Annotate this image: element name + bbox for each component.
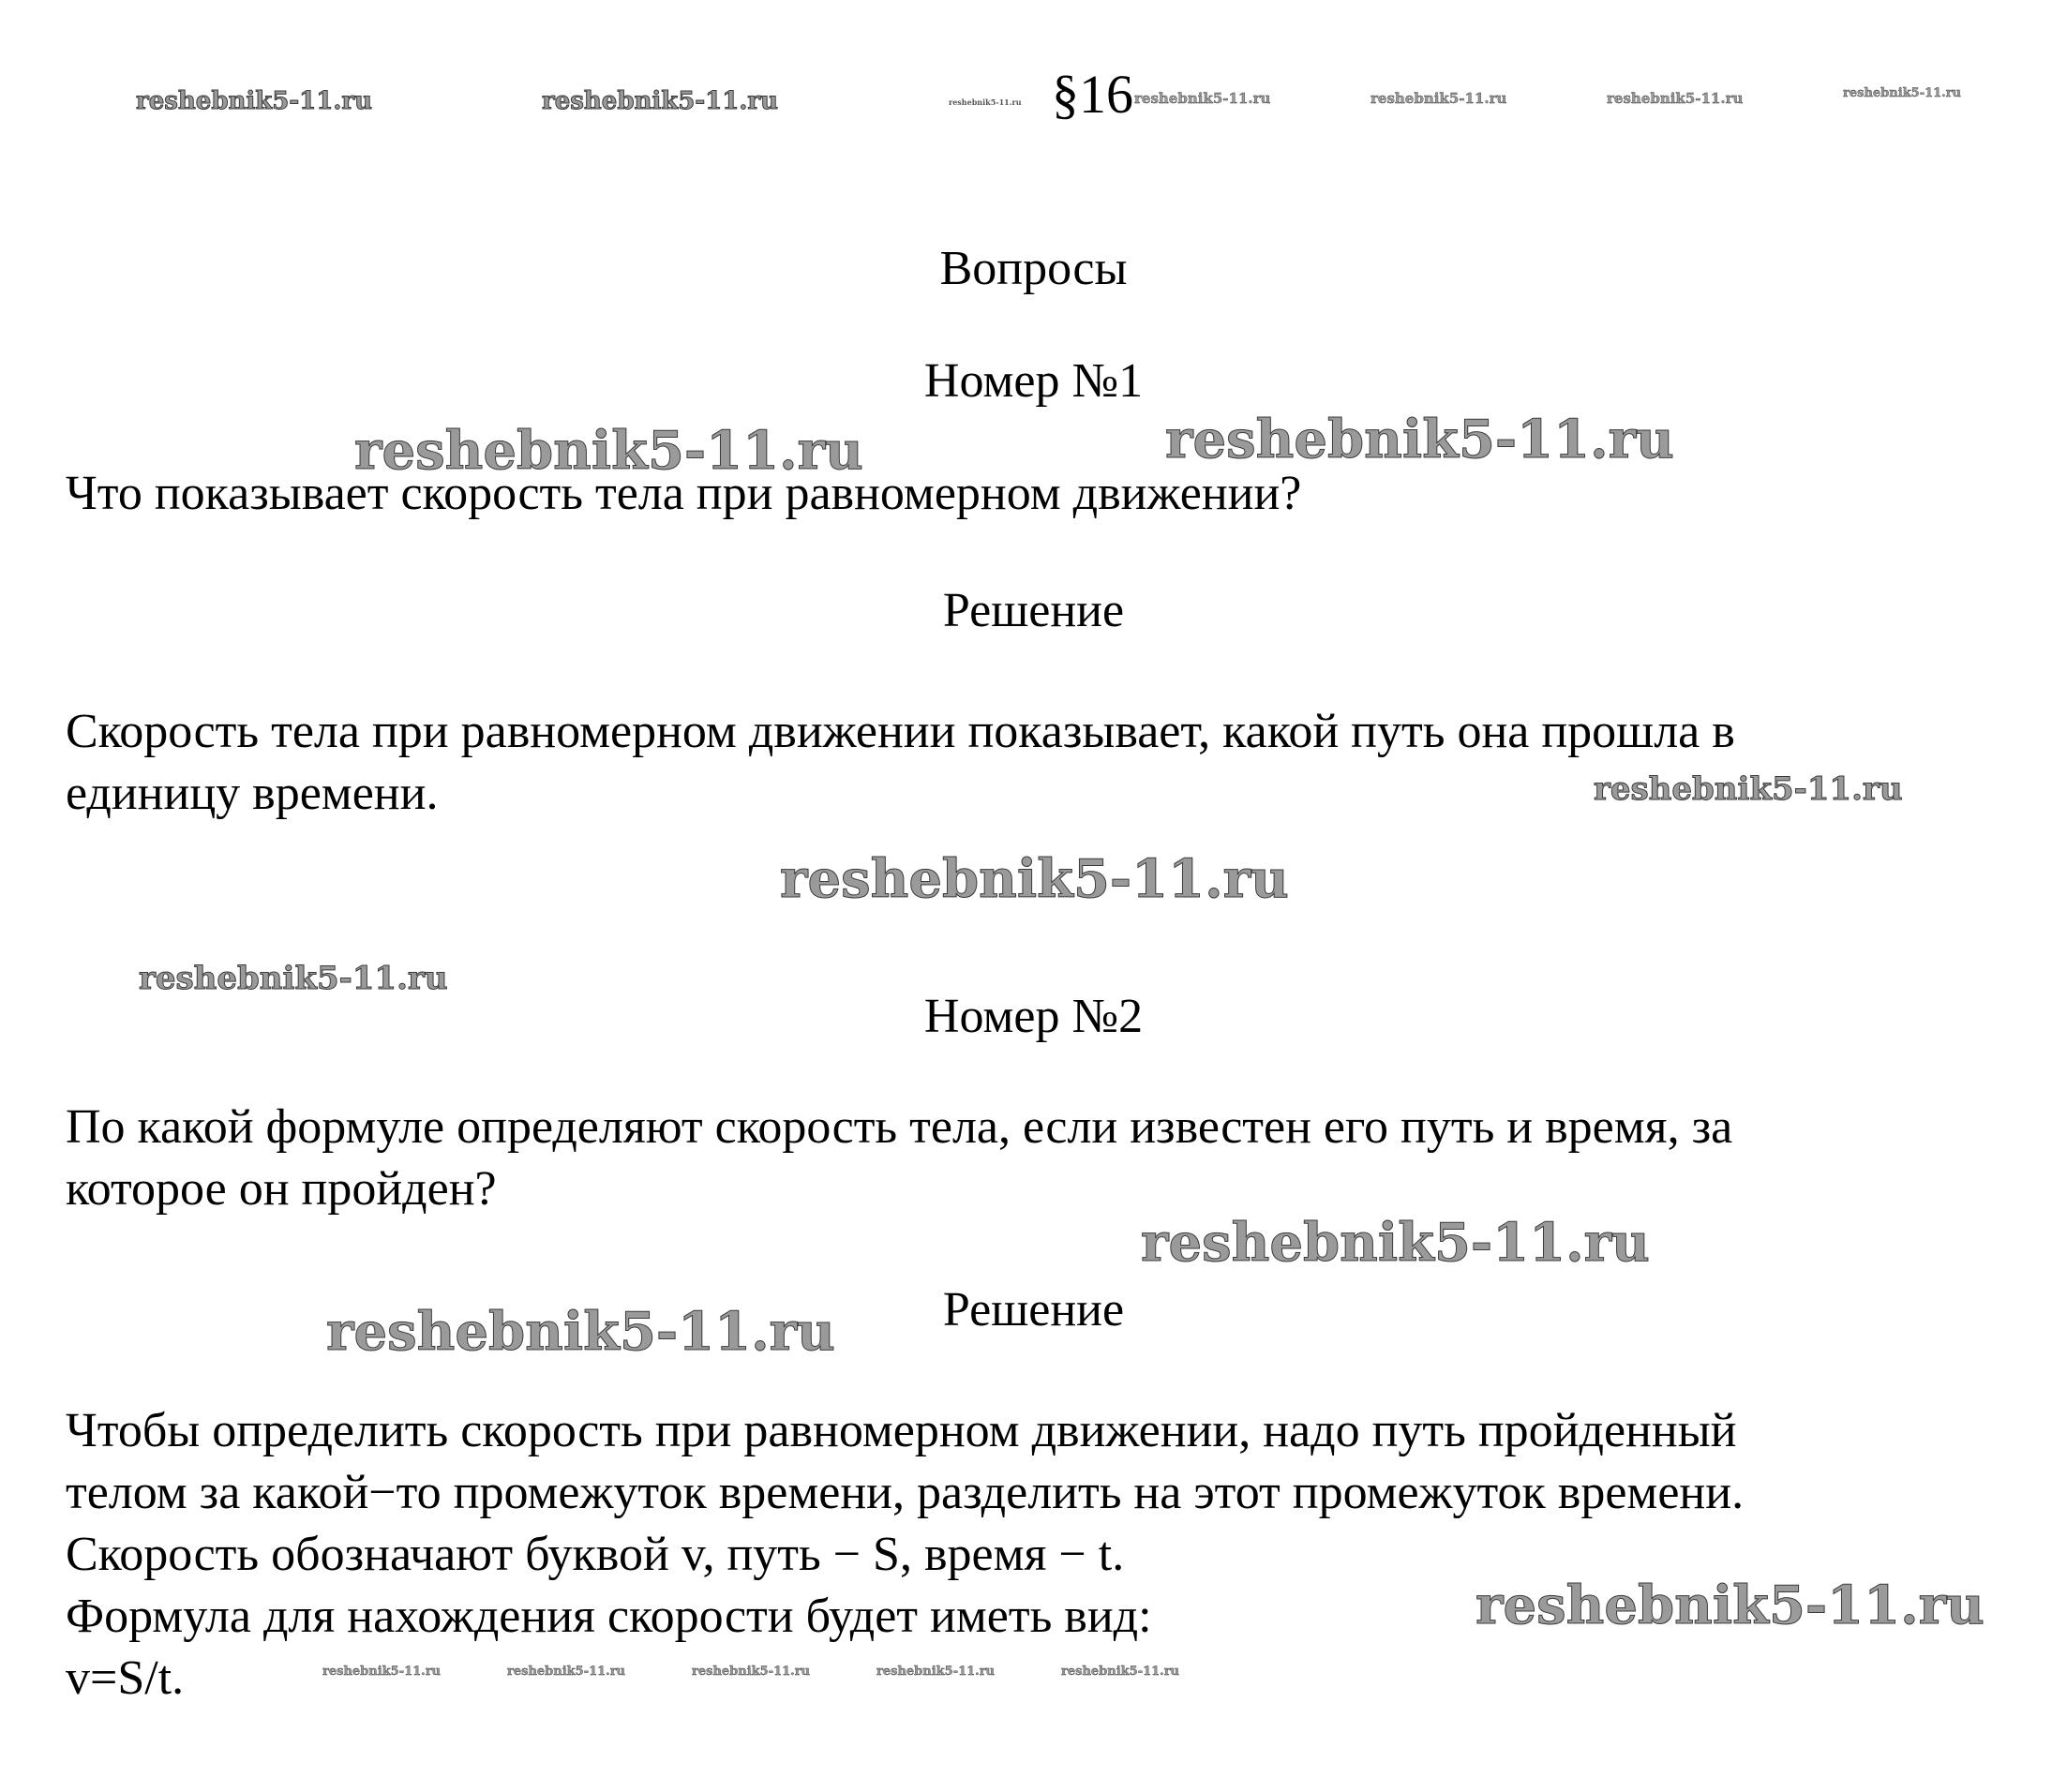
watermark: reshebnik5-11.ru: [139, 960, 448, 997]
question2-line: которое он пройден?: [66, 1162, 497, 1216]
watermark: reshebnik5-11.ru: [1475, 1575, 1985, 1636]
watermark: reshebnik5-11.ru: [1843, 86, 1962, 100]
answer2-text: [66, 1400, 2015, 1710]
answer2-line: v=S/t.: [66, 1651, 185, 1705]
answer2-line: Формула для нахождения скорости будет иметь вид:: [66, 1590, 1152, 1643]
watermark: reshebnik5-11.ru: [322, 1665, 442, 1679]
watermark: reshebnik5-11.ru: [1134, 90, 1271, 107]
watermark: reshebnik5-11.ru: [1607, 90, 1744, 107]
answer1-line: единицу времени.: [66, 767, 439, 820]
watermark: reshebnik5-11.ru: [354, 420, 863, 482]
watermark: reshebnik5-11.ru: [949, 97, 1022, 107]
answer2-line: Чтобы определить скорость при равномерном движении, надо путь пройденный: [66, 1404, 1737, 1457]
answer2-line: Скорость обозначают буквой v, путь − S, время − t.: [66, 1528, 1125, 1581]
watermark: reshebnik5-11.ru: [876, 1665, 996, 1679]
question1-line: Что показывает скорость тела при равномерном движении?: [66, 467, 1302, 520]
watermark: reshebnik5-11.ru: [1141, 1212, 1650, 1274]
solution1-heading: Решение: [942, 584, 1125, 637]
watermark: reshebnik5-11.ru: [1165, 409, 1674, 470]
watermark: reshebnik5-11.ru: [1061, 1665, 1180, 1679]
watermark: reshebnik5-11.ru: [1594, 770, 1903, 808]
questions-heading: Вопросы: [939, 242, 1128, 295]
question2-line: По какой формуле определяют скорость тела, если известен его путь и время, за: [66, 1100, 1733, 1154]
solution2-heading: Решение: [942, 1283, 1125, 1337]
question1-text: [66, 463, 2015, 525]
number2-heading: Номер №2: [923, 990, 1144, 1043]
number1-heading: Номер №1: [923, 354, 1144, 408]
watermark: reshebnik5-11.ru: [507, 1665, 626, 1679]
watermark: reshebnik5-11.ru: [692, 1665, 811, 1679]
watermark: reshebnik5-11.ru: [780, 848, 1289, 910]
question2-text: [66, 1097, 2015, 1220]
watermark: reshebnik5-11.ru: [542, 87, 779, 115]
watermark: reshebnik5-11.ru: [136, 87, 373, 115]
answer2-line: телом за какой−то промежуток времени, разделить на этот промежуток времени.: [66, 1466, 1745, 1519]
watermark: reshebnik5-11.ru: [326, 1301, 835, 1363]
watermark: reshebnik5-11.ru: [1371, 90, 1507, 107]
section-number: §16: [1052, 64, 1133, 125]
answer1-line: Скорость тела при равномерном движении показывает, какой путь она прошла в: [66, 705, 1735, 758]
